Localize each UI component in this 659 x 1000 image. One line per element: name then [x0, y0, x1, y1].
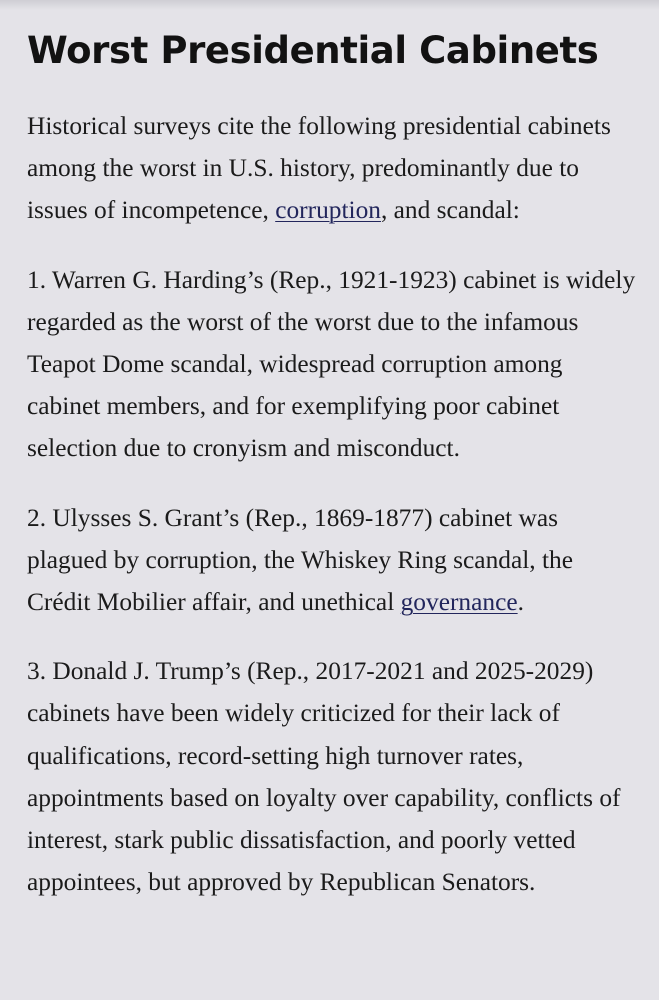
governance-link[interactable]: governance — [400, 588, 518, 617]
intro-paragraph — [27, 105, 642, 232]
list-item-trump: 3. Donald J. Trump’s (Rep., 2017-2021 and 2025-2029) cabinets have been widely criticized for their lack of qualifications, record-setting high turnover rates, appointments based on loyalty over capability, conflicts of interest, stark public dissatisfaction, and poorly vetted appointees, but approved by Republican Senators. — [27, 657, 621, 897]
list-item-harding: 1. Warren G. Harding’s (Rep., 1921-1923) cabinet is widely regarded as the worst of the worst due to the infamous Teapot Dome scandal, widespread corruption among cabinet members, and for exemplifying poor cabinet selection due to cronyism and misconduct. — [27, 265, 636, 463]
page-title: Worst Presidential Cabinets — [27, 29, 599, 72]
top-edge-shadow — [0, 0, 659, 10]
intro-text-start: Historical surveys cite the following presidential cabinets among the worst in U.S. history, predominantly due to issues of incompetence, — [27, 112, 611, 225]
article — [27, 24, 642, 903]
intro-text-end: , and scandal: — [380, 196, 520, 225]
grant-text-start: 2. Ulysses S. Grant’s (Rep., 1869-1877) cabinet was plagued by corruption, the Whiskey Ring scandal, the Crédit Mobilier affair, and unethical — [27, 503, 574, 617]
grant-text-end: . — [517, 588, 524, 617]
corruption-link[interactable]: corruption — [275, 196, 381, 225]
list-item-grant — [27, 497, 642, 624]
